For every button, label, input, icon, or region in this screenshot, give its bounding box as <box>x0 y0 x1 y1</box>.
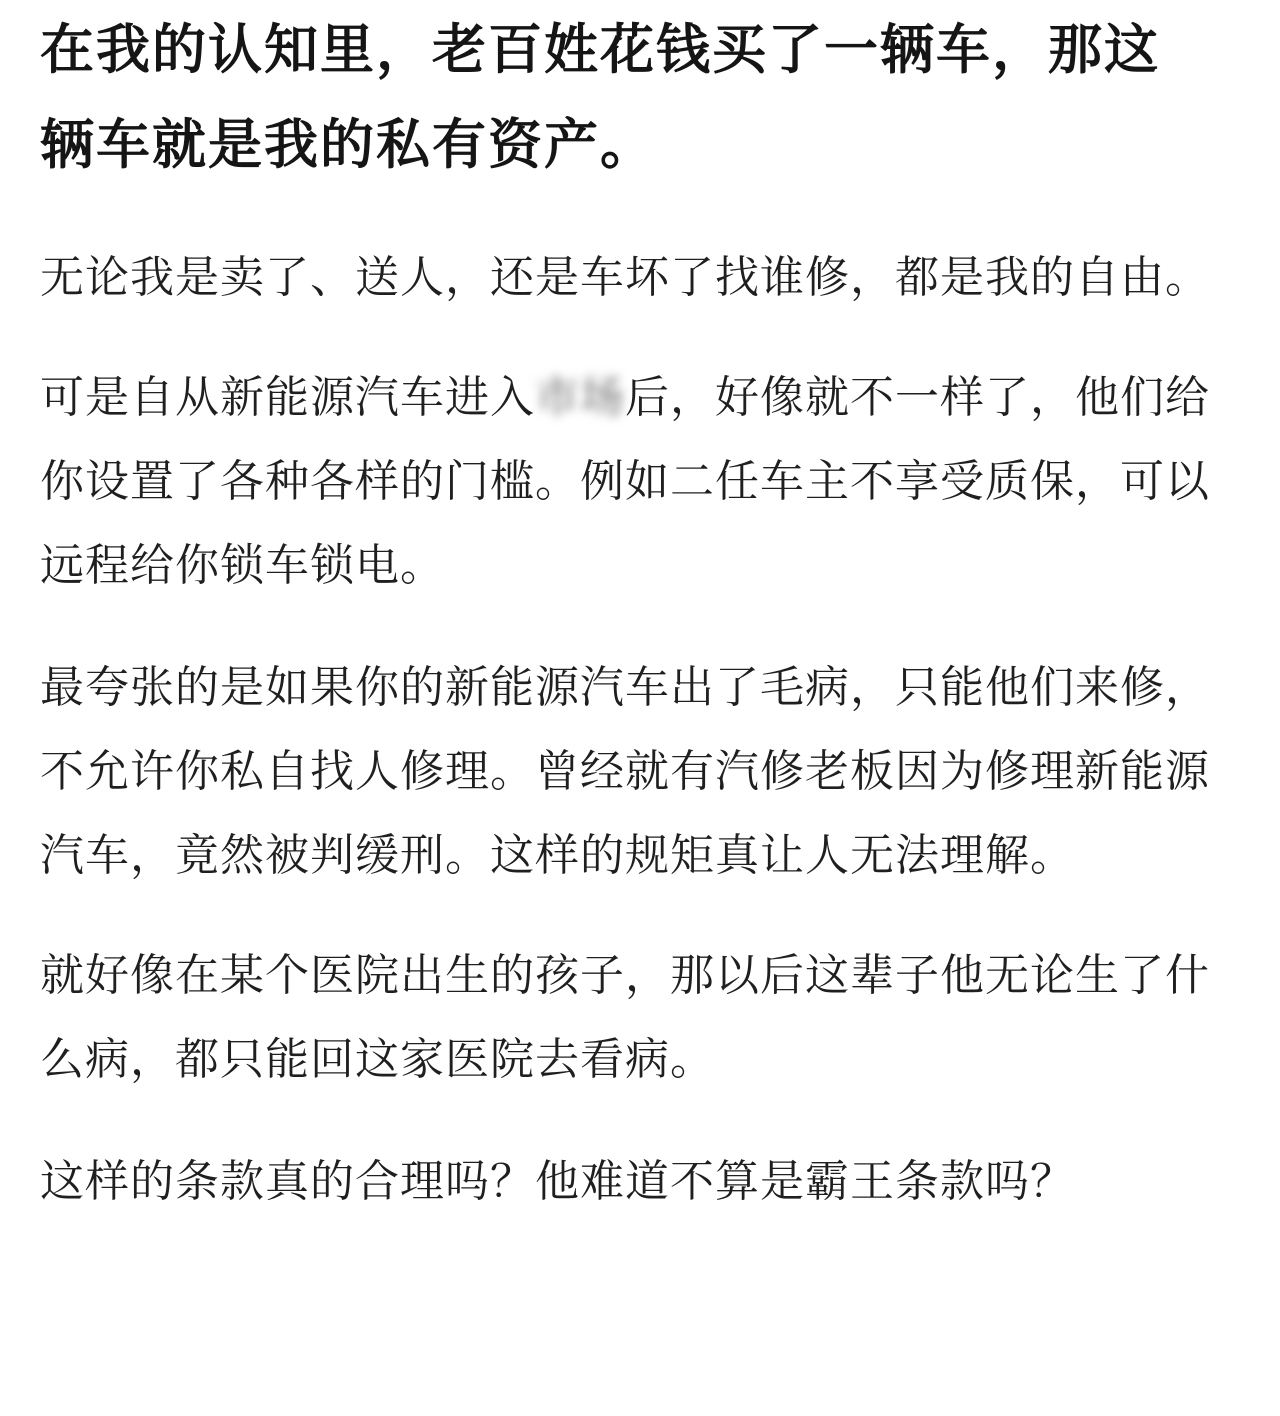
paragraph-2 <box>40 356 1210 608</box>
article <box>40 0 1210 1224</box>
blurred-word: 市场 <box>535 372 625 423</box>
paragraph-5: 这样的条款真的合理吗？他难道不算是霸王条款吗？ <box>40 1156 1075 1207</box>
article-title: 在我的认知里，老百姓花钱买了一辆车，那这辆车就是我的私有资产。 <box>40 18 1160 176</box>
paragraph-1: 无论我是卖了、送人，还是车坏了找谁修，都是我的自由。 <box>40 252 1210 303</box>
paragraph-4: 就好像在某个医院出生的孩子，那以后这辈子他无论生了什么病，都只能回这家医院去看病。 <box>40 950 1210 1085</box>
paragraph-2-text-end: 后，好像就不一样了，他们给你设置了各种各样的门槛。例如二任车主不享受质保，可以远程给你锁车锁电。 <box>40 372 1210 591</box>
paragraph-2-text-start: 可是自从新能源汽车进入 <box>40 372 535 423</box>
paragraph-3: 最夸张的是如果你的新能源汽车出了毛病，只能他们来修，不允许你私自找人修理。曾经就有汽修老板因为修理新能源汽车，竟然被判缓刑。这样的规矩真让人无法理解。 <box>40 662 1210 881</box>
